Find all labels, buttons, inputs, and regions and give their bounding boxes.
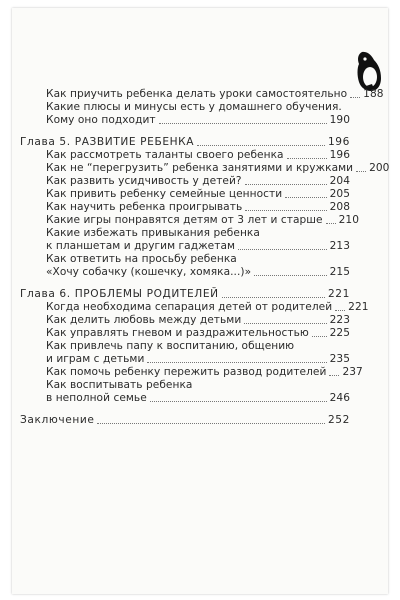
toc-page-number: 196 — [329, 149, 350, 161]
toc-entry[interactable] — [20, 201, 350, 214]
dot-leader — [350, 97, 360, 98]
toc-page-number: 221 — [327, 288, 350, 300]
toc-entry[interactable] — [20, 175, 350, 188]
toc-entry-label: Как делить любовь между детьми — [46, 314, 242, 326]
dot-leader — [285, 197, 326, 198]
toc-entry-label: Когда необходима сепарация детей от родителей — [46, 301, 333, 313]
chapter-title: Глава 5. РАЗВИТИЕ РЕБЕНКА — [20, 136, 195, 148]
dot-leader — [238, 249, 327, 250]
chapter-title: Глава 6. ПРОБЛЕМЫ РОДИТЕЛЕЙ — [20, 288, 219, 300]
dot-leader — [287, 158, 327, 159]
toc-entry[interactable] — [20, 366, 363, 379]
toc-page-number: 200 — [369, 162, 390, 174]
toc-entry-label: Как управлять гневом и раздражительностью — [46, 327, 309, 339]
dot-leader — [254, 275, 327, 276]
toc-page-number: 215 — [329, 266, 350, 278]
toc-entry-label: Какие избежать привыкания ребенка — [46, 227, 260, 239]
dot-leader — [150, 401, 327, 402]
toc-page-number: 221 — [348, 301, 369, 313]
toc-page-number: 188 — [363, 88, 384, 100]
toc-conclusion[interactable] — [20, 414, 350, 427]
toc-page-number: 190 — [329, 114, 350, 126]
toc-entry-label-cont: в неполной семье — [46, 392, 147, 404]
dot-leader — [222, 297, 325, 298]
toc-entry-label-cont: к планшетам и другим гаджетам — [46, 240, 236, 252]
toc-entry-label: Как рассмотреть таланты своего ребенка — [46, 149, 284, 161]
toc-entry-label: Какие игры понравятся детям от 3 лет и старше — [46, 214, 323, 226]
toc-entry-label: Какие плюсы и минусы есть у домашнего обучения. — [46, 101, 342, 113]
toc-page-number: 237 — [342, 366, 363, 378]
toc-entry[interactable] — [20, 340, 350, 366]
toc-page-number: 235 — [329, 353, 350, 365]
toc-entry-label: Как привить ребенку семейные ценности — [46, 188, 283, 200]
toc-entry-label-cont: Кому оно подходит — [46, 114, 156, 126]
dot-leader — [326, 223, 336, 224]
toc-entry[interactable] — [20, 227, 350, 253]
toc-page-number: 225 — [329, 327, 350, 339]
dot-leader — [245, 210, 326, 211]
toc-entry-label: Как помочь ребенку пережить развод родителей — [46, 366, 327, 378]
toc-entry-label: Как ответить на просьбу ребенка — [46, 253, 237, 265]
dot-leader — [356, 171, 366, 172]
toc-entry-label: Как научить ребенка проигрывать — [46, 201, 243, 213]
dot-leader — [312, 336, 327, 337]
toc-chapter-6[interactable] — [20, 288, 350, 301]
toc-page-number: 246 — [329, 392, 350, 404]
dot-leader — [97, 423, 324, 424]
dot-leader — [245, 184, 327, 185]
toc-page-number: 205 — [329, 188, 350, 200]
dot-leader — [159, 123, 327, 124]
toc-entry[interactable] — [20, 301, 369, 314]
toc-entry-label: Как воспитывать ребенка — [46, 379, 193, 391]
penguin-logo-icon — [356, 50, 382, 92]
toc-page-number: 213 — [329, 240, 350, 252]
toc-entry[interactable] — [20, 379, 350, 405]
toc-page-number: 223 — [329, 314, 350, 326]
toc-entry-label-cont: и играм с детьми — [46, 353, 145, 365]
book-page — [12, 8, 388, 594]
toc-entry[interactable] — [20, 253, 350, 279]
toc-entry-label-cont: «Хочу собачку (кошечку, хомяка...)» — [46, 266, 252, 278]
toc-entry[interactable] — [20, 188, 350, 201]
toc-page-number: 208 — [329, 201, 350, 213]
toc-page-number: 196 — [327, 136, 350, 148]
toc-page-number: 252 — [327, 414, 350, 426]
table-of-contents — [20, 88, 390, 427]
dot-leader — [335, 310, 345, 311]
dot-leader — [244, 323, 326, 324]
dot-leader — [329, 375, 339, 376]
conclusion-title: Заключение — [20, 414, 95, 426]
toc-page-number: 204 — [329, 175, 350, 187]
toc-entry[interactable] — [20, 162, 390, 175]
toc-entry[interactable] — [20, 314, 350, 327]
toc-entry[interactable] — [20, 149, 350, 162]
toc-chapter-5[interactable] — [20, 136, 350, 149]
dot-leader — [147, 362, 326, 363]
toc-entry[interactable] — [20, 88, 384, 101]
toc-entry-label: Как привлечь папу к воспитанию, общению — [46, 340, 295, 352]
toc-entry-label: Как не “перегрузить” ребенка занятиями и кружками — [46, 162, 354, 174]
toc-entry[interactable] — [20, 101, 350, 127]
toc-entry[interactable] — [20, 327, 350, 340]
dot-leader — [197, 145, 325, 146]
toc-entry-label: Как приучить ребенка делать уроки самостоятельно — [46, 88, 348, 100]
toc-entry-label: Как развить усидчивость у детей? — [46, 175, 242, 187]
toc-entry[interactable] — [20, 214, 359, 227]
toc-page-number: 210 — [338, 214, 359, 226]
